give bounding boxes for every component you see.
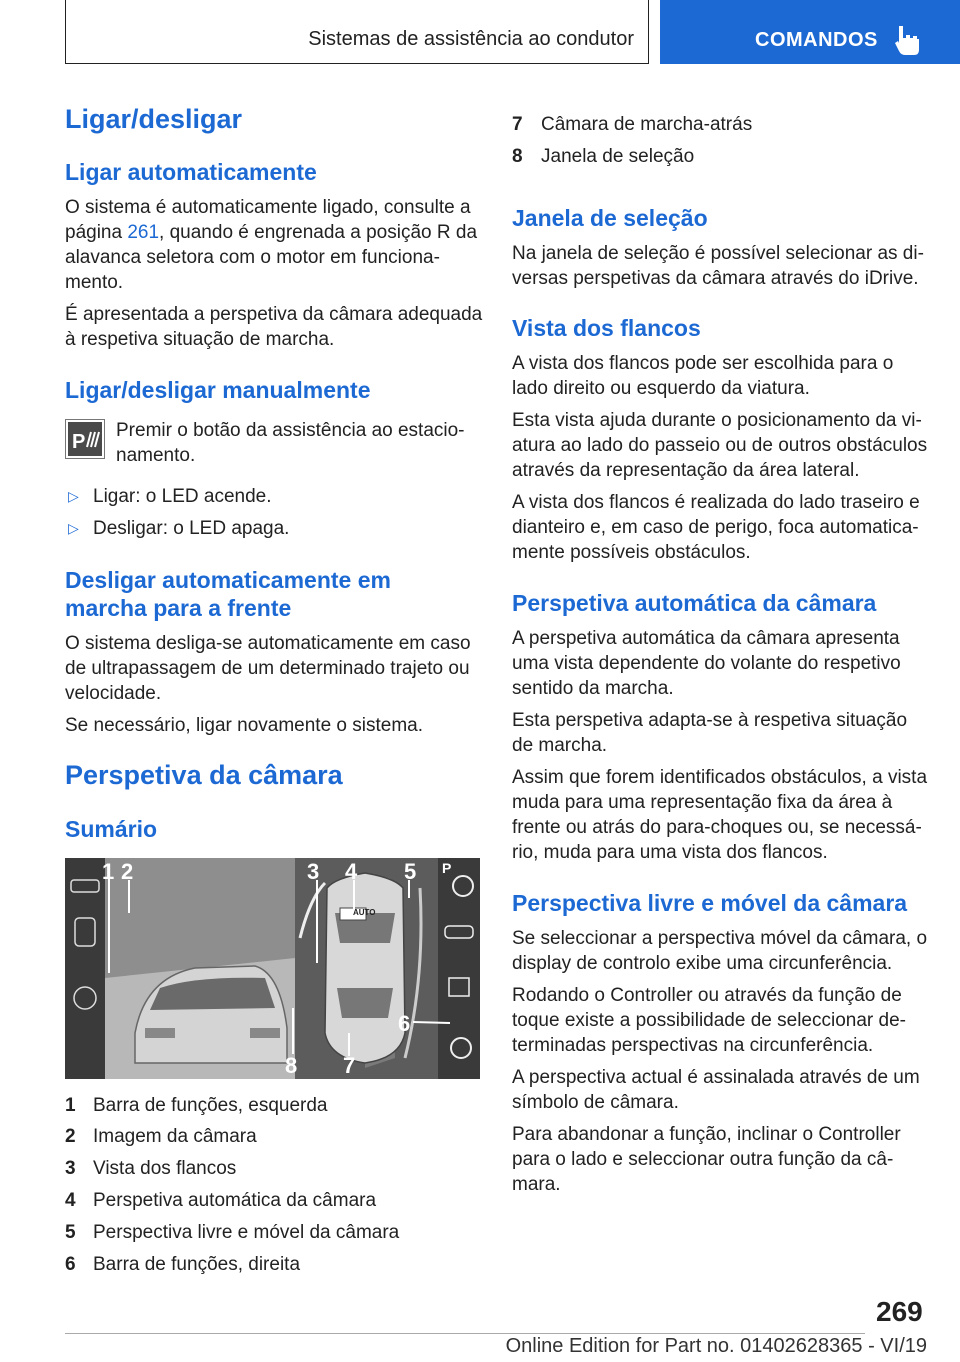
heading-free-perspective: Perspectiva livre e móvel da câmara [512, 890, 908, 916]
figure-label: 1 [102, 859, 115, 884]
para-autop-line: frente ou atrás do para-choques ou, se necessá- [512, 817, 922, 838]
legend-text: Barra de funções, esquerda [93, 1095, 328, 1116]
bullet-item: Desligar: o LED apaga. [93, 518, 290, 539]
heading-selection-window: Janela de seleção [512, 205, 708, 231]
para-auto-line: mento. [65, 272, 124, 293]
figure-label: 8 [285, 1053, 298, 1078]
para-auto-line: à respetiva situação de marcha. [65, 329, 335, 350]
para-free-line: A perspectiva actual é assinalada através de um [512, 1067, 920, 1088]
para-auto-line: alavanca seletora com o motor em funciona- [65, 247, 440, 268]
heading-auto-off: Desligar automaticamente em [65, 567, 391, 593]
para-free-line: Rodando o Controller ou através da função de [512, 985, 902, 1006]
page-number: 269 [876, 1296, 923, 1327]
para-free-line: para o lado e seleccionar outra função da câ- [512, 1149, 894, 1170]
auto-badge: AUTO [353, 908, 376, 917]
para-auto-line: O sistema é automaticamente ligado, consulte a [65, 197, 471, 218]
heading-auto-off: marcha para a frente [65, 595, 292, 621]
legend-text: Câmara de marcha-atrás [541, 114, 753, 135]
para-autop-line: uma vista dependente do volante do respetivo [512, 653, 901, 674]
para-free-line: mara. [512, 1174, 561, 1195]
legend-text: Imagem da câmara [93, 1126, 257, 1147]
legend-number: 8 [512, 146, 523, 167]
svg-text:P: P [72, 431, 86, 453]
para-side-line: Esta vista ajuda durante o posicionamento da vi- [512, 410, 922, 431]
pointing-hand-icon [893, 24, 921, 56]
footer-edition: Online Edition for Part no. 01402628365 - VI/19 [505, 1335, 927, 1357]
para-side-line: lado direito ou esquerdo da viatura. [512, 378, 810, 399]
legend-number: 5 [65, 1222, 76, 1243]
para-autop-line: muda para uma representação fixa da área à [512, 792, 893, 813]
text: página [65, 222, 128, 243]
figure-label: 3 [307, 859, 320, 884]
heading-auto-perspective: Perspetiva automática da câmara [512, 590, 877, 616]
para-autop-line: Esta perspetiva adapta-se à respetiva situação [512, 710, 908, 731]
para-free-line: display de controlo exibe uma circunferência. [512, 953, 893, 974]
legend-number: 1 [65, 1095, 76, 1116]
park-assist-button-icon [65, 419, 105, 459]
legend-number: 3 [65, 1158, 76, 1179]
bullet-triangle-icon: ▷ [68, 520, 79, 536]
para-autop-line: rio, muda para uma vista dos flancos. [512, 842, 828, 863]
para-side-line: atura ao lado do passeio ou de outros obstáculos [512, 435, 928, 456]
para-off-line: Se necessário, ligar novamente o sistema. [65, 715, 424, 736]
figure-label: 7 [343, 1053, 356, 1078]
para-off-line: velocidade. [65, 683, 162, 704]
para-autop-line: de marcha. [512, 735, 608, 756]
para-free-line: toque existe a possibilidade de seleccionar de- [512, 1010, 906, 1031]
para-free-line: Para abandonar a função, inclinar o Controller [512, 1124, 901, 1145]
heading-manual: Ligar/desligar manualmente [65, 377, 371, 403]
heading-on-off: Ligar/desligar [65, 104, 243, 134]
bullet-triangle-icon: ▷ [68, 488, 79, 504]
camera-display-illustration [65, 858, 480, 1079]
legend-text: Barra de funções, direita [93, 1254, 301, 1275]
park-badge: P [442, 860, 452, 876]
legend-number: 4 [65, 1190, 76, 1211]
para-autop-line: A perspetiva automática da câmara apresenta [512, 628, 900, 649]
figure-label: 4 [345, 859, 358, 884]
para-free-line: Se seleccionar a perspectiva móvel da câmara, o [512, 928, 928, 949]
para-window-line: Na janela de seleção é possível selecionar as di- [512, 243, 924, 264]
para-free-line: símbolo de câmara. [512, 1092, 679, 1113]
para-off-line: de ultrapassagem de um determinado trajeto ou [65, 658, 470, 679]
para-manual-line: Premir o botão da assistência ao estacio- [116, 420, 465, 441]
figure-label: 5 [404, 859, 417, 884]
para-side-line: A vista dos flancos pode ser escolhida para o [512, 353, 894, 374]
bullet-item: Ligar: o LED acende. [93, 486, 272, 507]
legend-number: 2 [65, 1126, 76, 1147]
header-section-title [65, 0, 649, 64]
para-manual-line: namento. [116, 445, 196, 466]
header-chapter-text: COMANDOS [755, 29, 878, 51]
legend-number: 7 [512, 114, 523, 135]
para-auto-line: É apresentada a perspetiva da câmara adequada [65, 304, 483, 325]
para-autop-line: Assim que forem identificados obstáculos, a vista [512, 767, 928, 788]
figure-label: 2 [121, 859, 134, 884]
para-off-line: O sistema desliga-se automaticamente em caso [65, 633, 471, 654]
para-auto-line [65, 220, 477, 246]
heading-summary: Sumário [65, 816, 158, 842]
legend-text: Perspectiva livre e móvel da câmara [93, 1222, 400, 1243]
header-section-text: Sistemas de assistência ao condutor [308, 28, 634, 50]
para-side-line: através da representação da área lateral. [512, 460, 860, 481]
heading-camera-perspective: Perspetiva da câmara [65, 760, 343, 790]
legend-text: Vista dos flancos [93, 1158, 237, 1179]
legend-number: 6 [65, 1254, 76, 1275]
para-autop-line: sentido da marcha. [512, 678, 674, 699]
footer-divider [65, 1333, 865, 1334]
legend-text: Janela de seleção [541, 146, 695, 167]
heading-side-view: Vista dos flancos [512, 315, 701, 341]
para-side-line: mente possíveis obstáculos. [512, 542, 751, 563]
legend-text: Perspetiva automática da câmara [93, 1190, 377, 1211]
figure-label: 6 [398, 1011, 411, 1036]
para-side-line: dianteiro e, em caso de perigo, foca automatica- [512, 517, 919, 538]
para-free-line: terminadas perspectivas na circunferência. [512, 1035, 874, 1056]
heading-auto-on: Ligar automaticamente [65, 159, 317, 185]
text: , quando é engrenada a posição R da [159, 222, 478, 243]
camera-display-figure [65, 858, 480, 1079]
para-side-line: A vista dos flancos é realizada do lado traseiro e [512, 492, 920, 513]
page-link[interactable]: 261 [127, 222, 160, 243]
para-window-line: versas perspetivas da câmara através do iDrive. [512, 268, 919, 289]
